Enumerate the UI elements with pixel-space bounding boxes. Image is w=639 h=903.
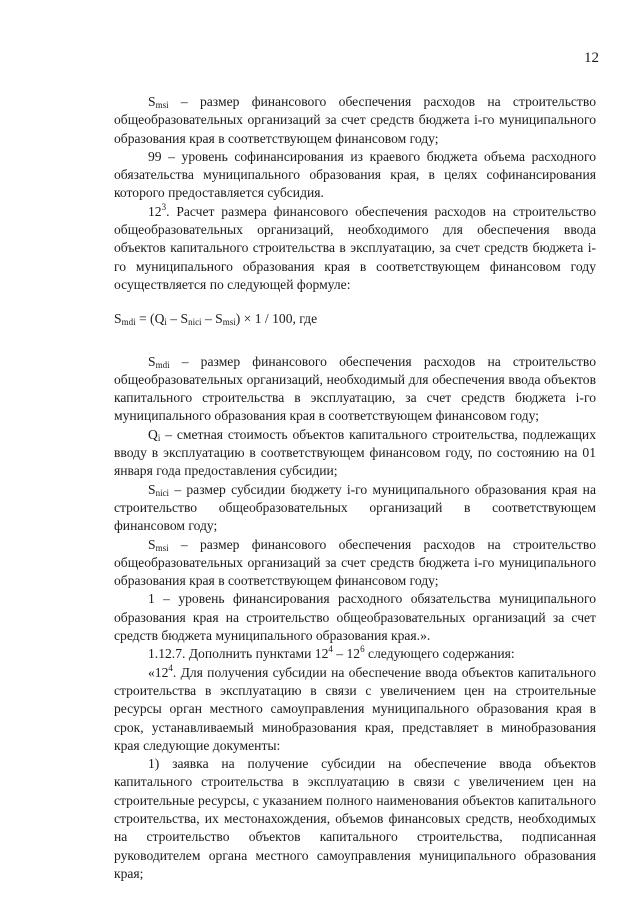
formula: $S_{mdi} = (Q_i - S_{nici} - S_{msi}) \times 1 / 100$, где	[114, 311, 318, 328]
paragraph-cofinancing-level: 99 – уровень софинансирования из краевого бюджета объема расходного обязательства муниципального образования края, в целях софинансирования которого предоставляется субсидия.	[114, 148, 596, 201]
paragraph-12-3: $12^3$. Расчет размера финансового обеспечения расходов на строительство общеобразовательных организаций, необходимого для обеспечения ввода объектов капитального строительства в эксплуатацию, за счет средств бюджета i-го муниципального образования края в соответствующем финансовом году осуществляется по следующей формуле:	[114, 201, 596, 292]
page-number: 12	[584, 50, 599, 66]
paragraph-item-1: 1) заявка на получение субсидии на обеспечение ввода объектов капитального строительства в эксплуатацию в связи с увеличением цен на строительные ресурсы, с указанием полного наименования объектов капитального строительства, их местонахождения, объемов финансовых средств, необходимых на строительство объектов капитального строительства, подписанная руководителем органа местного самоуправления муниципального образования края;	[114, 756, 596, 881]
paragraph-smsi-definition-2: $S_{msi}$ – размер финансового обеспечения расходов на строительство общеобразовательных организаций за счет средств бюджета i-го муниципального образования края в соответствующем финансовом году;	[114, 536, 596, 589]
paragraph-smdi-definition: $S_{mdi}$ – размер финансового обеспечения расходов на строительство общеобразовательных организаций, необходимый для обеспечения ввода объектов капитального строительства в эксплуатацию, за счет средств бюджета i-го муниципального образования края в соответствующем финансовом году;	[114, 353, 596, 424]
paragraph-snici-definition: $S_{nici}$ – размер субсидии бюджету i-го муниципального образования края на строительство общеобразовательных организаций в соответствующем финансовом году;	[114, 481, 596, 534]
document-body	[114, 93, 596, 883]
paragraph-12-4: «$12^4$. Для получения субсидии на обеспечение ввода объектов капитального строительства в эксплуатацию в связи с увеличением цен на строительные ресурсы орган местного самоуправления муниципального образования края в срок, устанавливаемый минобразования края, представляет в минобразования края следующие документы:	[114, 662, 596, 753]
paragraph-1-12-7: 1.12.7. Дополнить пунктами $12^4 - 12^6$ следующего содержания:	[148, 644, 515, 662]
paragraph-financing-level: 1 – уровень финансирования расходного обязательства муниципального образования края на строительство общеобразовательных организаций за счет средств бюджета муниципального образования края.».	[114, 591, 596, 644]
paragraph-smsi-definition: $S_{msi}$ – размер финансового обеспечения расходов на строительство общеобразовательных организаций за счет средств бюджета i-го муниципального образования края в соответствующем финансовом году;	[114, 94, 596, 146]
paragraph-qi-definition: $Q_i$ – сметная стоимость объектов капитального строительства, подлежащих вводу в эксплуатацию в соответствующем финансовом году, по состоянию на 01 января года предоставления субсидии;	[114, 426, 596, 479]
